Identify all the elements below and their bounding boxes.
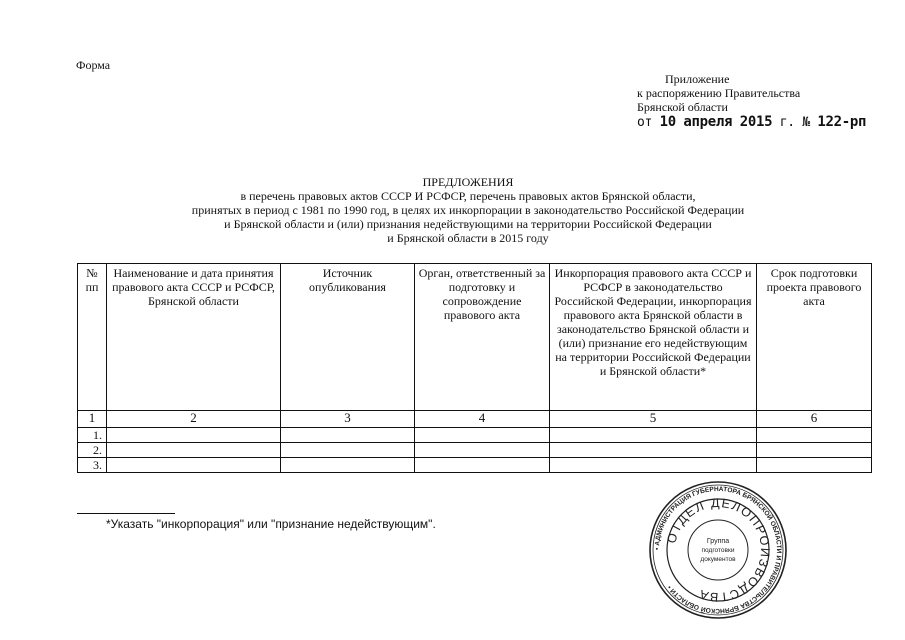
appendix-date-line <box>637 115 866 130</box>
header-deadline: Срок подготовки проекта правового акта <box>757 264 872 411</box>
appendix-decree-line: к распоряжению Правительства <box>637 86 801 100</box>
header-source: Источник опубликования <box>281 264 415 411</box>
column-number: 3 <box>281 411 415 428</box>
stamp-center-line-2: подготовки <box>701 547 735 554</box>
table-cell <box>107 458 281 473</box>
heading-line-2: принятых в период с 1981 по 1990 год, в целях их инкорпорации в законодательство Российской Федерации <box>191 203 745 217</box>
header-incorporation: Инкорпорация правового акта СССР и РСФСР в законодательство Российской Федерации, инкорпорация правового акта Брянской области в законодательство Брянской области и (или) признание его недействующим на территории Российской Федерации и Брянской области* <box>550 264 757 411</box>
date-prefix: от <box>637 115 653 130</box>
appendix-region-line: Брянской области <box>637 100 728 114</box>
table-cell <box>415 428 550 443</box>
row-number: 1. <box>78 428 107 443</box>
column-numbers-row <box>78 411 872 428</box>
date-g: г. <box>779 115 795 130</box>
table-cell <box>757 428 872 443</box>
table-cell <box>281 443 415 458</box>
heading-title: ПРЕДЛОЖЕНИЯ <box>422 175 514 189</box>
column-number: 1 <box>78 411 107 428</box>
table-cell <box>107 443 281 458</box>
column-number: 4 <box>415 411 550 428</box>
date-month: апреля <box>683 114 733 130</box>
header-number: № пп <box>78 264 107 411</box>
footnote: *Указать "инкорпорация" или "признание недействующим". <box>106 517 436 531</box>
proposals-table <box>77 263 872 473</box>
date-year: 2015 <box>739 114 773 130</box>
stamp-center-line-1: Группа <box>706 538 730 545</box>
column-number: 6 <box>757 411 872 428</box>
table-cell <box>757 443 872 458</box>
stamp-inner-text: ОТДЕЛ ДЕЛОПРОИЗВОДСТВА <box>664 495 773 605</box>
stamp-outer-text: • АДМИНИСТРАЦИЯ ГУБЕРНАТОРА БРЯНСКОЙ ОБЛАСТИ И ПРАВИТЕЛЬСТВА БРЯНСКОЙ ОБЛАСТИ • <box>653 485 783 615</box>
column-number: 2 <box>107 411 281 428</box>
department-stamp-seal <box>648 480 788 620</box>
header-responsible-body: Орган, ответственный за подготовку и сопровождение правового акта <box>415 264 550 411</box>
stamp-center-line-3: документов <box>700 556 736 563</box>
table-row <box>78 443 872 458</box>
footnote-separator <box>77 513 175 514</box>
table-row <box>78 428 872 443</box>
table-cell <box>550 428 757 443</box>
table-cell <box>281 428 415 443</box>
table-row <box>78 458 872 473</box>
decree-number: 122-рп <box>817 114 867 130</box>
document-heading <box>150 175 786 245</box>
header-act-name: Наименование и дата принятия правового акта СССР и РСФСР, Брянской области <box>107 264 281 411</box>
form-label: Форма <box>76 58 111 72</box>
heading-line-4: и Брянской области в 2015 году <box>387 231 549 245</box>
heading-line-1: в перечень правовых актов СССР И РСФСР, перечень правовых актов Брянской области, <box>240 189 696 203</box>
number-sign: № <box>802 115 810 130</box>
table-header-row <box>78 264 872 411</box>
row-number: 2. <box>78 443 107 458</box>
date-day: 10 <box>659 114 676 130</box>
column-number: 5 <box>550 411 757 428</box>
table-cell <box>281 458 415 473</box>
table-cell <box>550 443 757 458</box>
appendix-block <box>637 72 866 130</box>
table-cell <box>107 428 281 443</box>
row-number: 3. <box>78 458 107 473</box>
table-cell <box>550 458 757 473</box>
table-cell <box>415 458 550 473</box>
appendix-title: Приложение <box>665 72 730 86</box>
table-cell <box>415 443 550 458</box>
table-cell <box>757 458 872 473</box>
heading-line-3: и Брянской области и (или) признания недействующими на территории Российской Федерации <box>224 217 712 231</box>
